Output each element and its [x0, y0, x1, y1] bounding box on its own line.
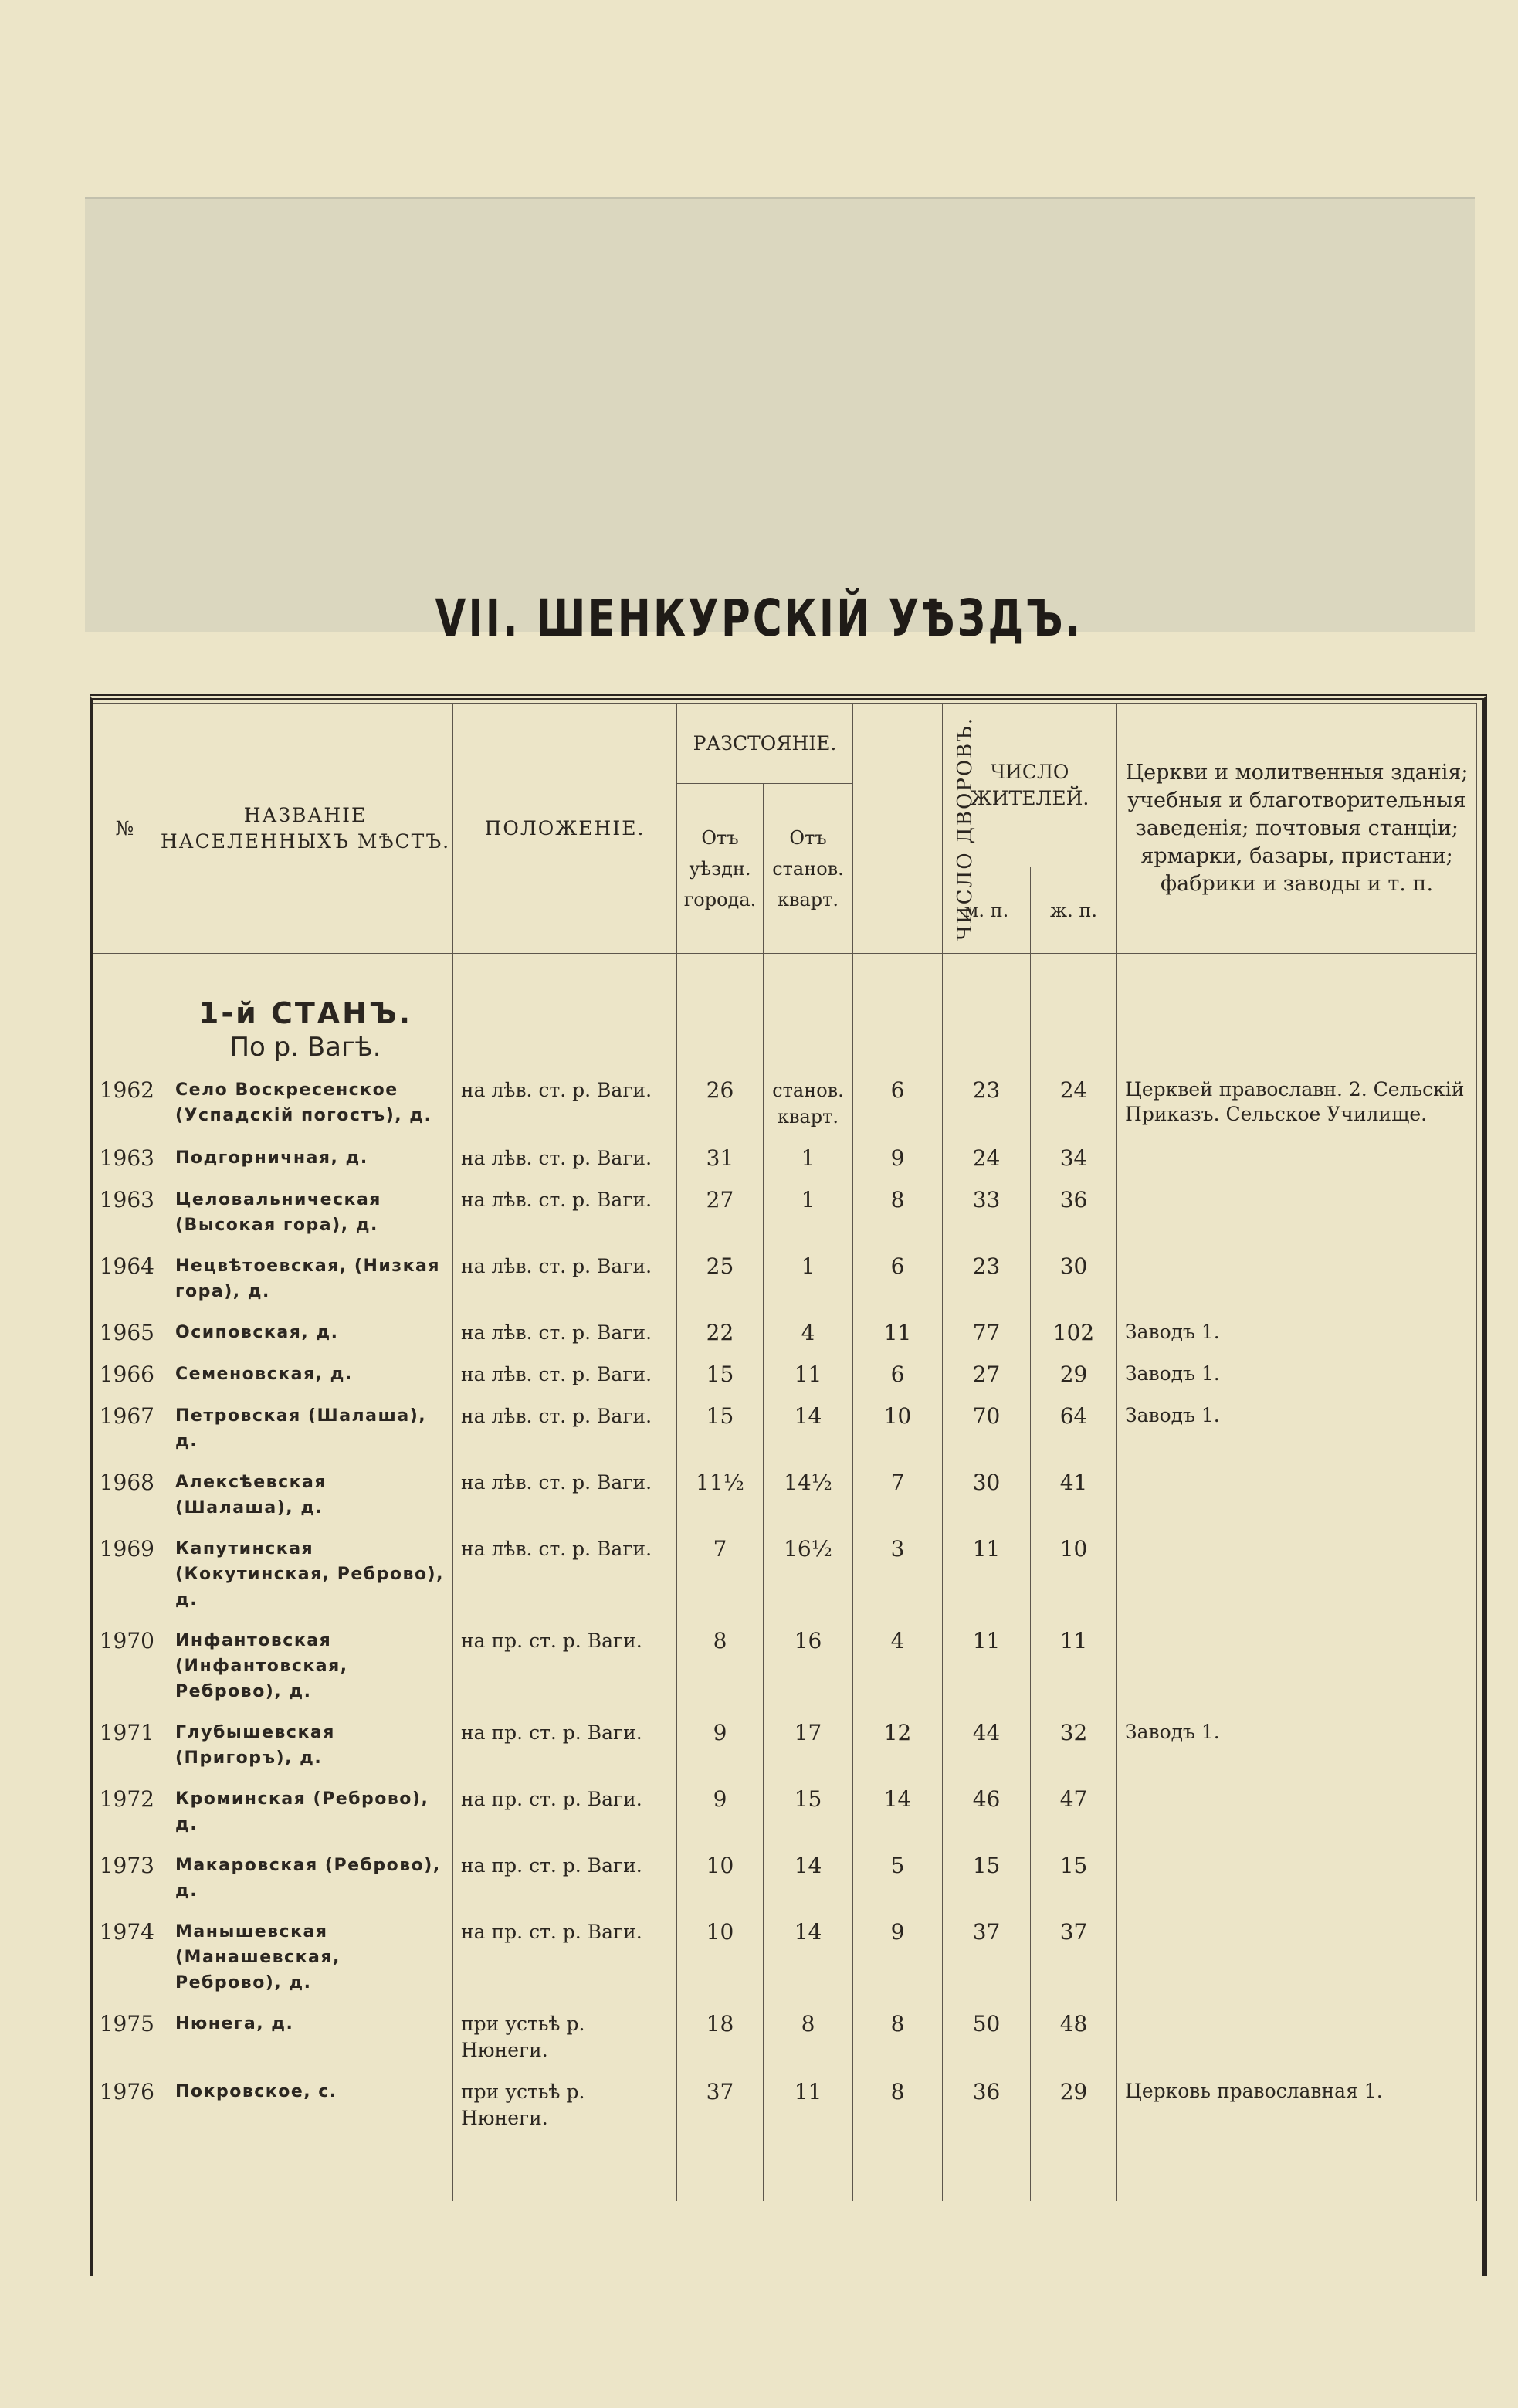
notes-cell	[1117, 1462, 1477, 1528]
place-position: при устьѣ р. Нюнеги.	[453, 2071, 677, 2139]
row-number: 1968	[93, 1462, 158, 1528]
notes-cell	[1117, 2003, 1477, 2071]
yards-count: 7	[853, 1462, 943, 1528]
row-number: 1965	[93, 1312, 158, 1354]
row-number: 1969	[93, 1528, 158, 1620]
distance-from-stan: 11	[764, 2071, 853, 2139]
notes-cell: Церковь православная 1.	[1117, 2071, 1477, 2139]
distance-from-town: 10	[677, 1911, 764, 2003]
female-count: 37	[1031, 1911, 1117, 2003]
distance-from-stan: 14	[764, 1911, 853, 2003]
female-count: 30	[1031, 1246, 1117, 1312]
section-heading-row	[93, 954, 1477, 1070]
male-count: 23	[943, 1246, 1031, 1312]
row-number: 1971	[93, 1712, 158, 1779]
table-row	[93, 1396, 1477, 1462]
distance-from-town: 11½	[677, 1462, 764, 1528]
female-count: 29	[1031, 2071, 1117, 2139]
place-name: Село Воскресенское (Успадскій погостъ), д.	[158, 1070, 453, 1138]
female-count: 29	[1031, 1354, 1117, 1396]
river-heading: По р. Вагѣ.	[229, 1032, 381, 1063]
female-count: 64	[1031, 1396, 1117, 1462]
place-position: на лѣв. ст. р. Ваги.	[453, 1312, 677, 1354]
yards-count: 8	[853, 2003, 943, 2071]
female-count: 10	[1031, 1528, 1117, 1620]
female-count: 36	[1031, 1179, 1117, 1246]
yards-count: 14	[853, 1779, 943, 1845]
row-number: 1967	[93, 1396, 158, 1462]
notes-cell	[1117, 1179, 1477, 1246]
place-position: на лѣв. ст. р. Ваги.	[453, 1396, 677, 1462]
table-row	[93, 1070, 1477, 1138]
distance-from-stan: 1	[764, 1179, 853, 1246]
male-count: 11	[943, 1620, 1031, 1712]
distance-from-stan: 14½	[764, 1462, 853, 1528]
distance-from-town: 10	[677, 1845, 764, 1911]
female-count: 102	[1031, 1312, 1117, 1354]
row-number: 1973	[93, 1845, 158, 1911]
male-count: 23	[943, 1070, 1031, 1138]
page-title: VII. ШЕНКУРСКІЙ УѢЗДЪ.	[435, 588, 1083, 648]
header-yards	[853, 704, 978, 954]
notes-cell	[1117, 1246, 1477, 1312]
table-row	[93, 1312, 1477, 1354]
yards-count: 6	[853, 1070, 943, 1138]
yards-count: 11	[853, 1312, 943, 1354]
distance-from-stan: 17	[764, 1712, 853, 1779]
row-number: 1970	[93, 1620, 158, 1712]
place-name: Алексѣевская (Шалаша), д.	[158, 1462, 453, 1528]
place-position: на лѣв. ст. р. Ваги.	[453, 1462, 677, 1528]
header-notes: Церкви и молитвенныя зданія; учебныя и благотворительныя заведенія; почтовыя станціи; ярмарки, базары, пристани; фабрики и заводы и т. п.	[1117, 704, 1477, 954]
male-count: 24	[943, 1138, 1031, 1179]
notes-cell	[1117, 1138, 1477, 1179]
place-name: Осиповская, д.	[158, 1312, 453, 1354]
place-name: Петровская (Шалаша), д.	[158, 1396, 453, 1462]
male-count: 11	[943, 1528, 1031, 1620]
distance-from-stan: 1	[764, 1138, 853, 1179]
notes-cell	[1117, 1779, 1477, 1845]
row-number: 1963	[93, 1138, 158, 1179]
yards-count: 8	[853, 2071, 943, 2139]
distance-from-town: 37	[677, 2071, 764, 2139]
female-count: 11	[1031, 1620, 1117, 1712]
row-number: 1966	[93, 1354, 158, 1396]
place-name: Кроминская (Реброво), д.	[158, 1779, 453, 1845]
notes-cell	[1117, 1911, 1477, 2003]
yards-count: 6	[853, 1246, 943, 1312]
place-name: Целовальническая (Высокая гора), д.	[158, 1179, 453, 1246]
place-position: на пр. ст. р. Ваги.	[453, 1911, 677, 2003]
distance-from-stan: 14	[764, 1396, 853, 1462]
row-number: 1963	[93, 1179, 158, 1246]
notes-cell: Заводъ 1.	[1117, 1396, 1477, 1462]
header-yards-label: ЧИСЛО ДВОРОВЪ.	[954, 716, 978, 941]
distance-from-town: 8	[677, 1620, 764, 1712]
female-count: 34	[1031, 1138, 1117, 1179]
table-row	[93, 1911, 1477, 2003]
place-position: при устьѣ р. Нюнеги.	[453, 2003, 677, 2071]
yards-count: 4	[853, 1620, 943, 1712]
notes-cell	[1117, 1845, 1477, 1911]
place-position: на лѣв. ст. р. Ваги.	[453, 1138, 677, 1179]
male-count: 36	[943, 2071, 1031, 2139]
male-count: 33	[943, 1179, 1031, 1246]
row-number: 1972	[93, 1779, 158, 1845]
distance-from-town: 22	[677, 1312, 764, 1354]
place-position: на лѣв. ст. р. Ваги.	[453, 1246, 677, 1312]
place-position: на пр. ст. р. Ваги.	[453, 1620, 677, 1712]
place-name: Покровское, с.	[158, 2071, 453, 2139]
notes-cell	[1117, 1528, 1477, 1620]
male-count: 30	[943, 1462, 1031, 1528]
female-count: 24	[1031, 1070, 1117, 1138]
header-no: №	[93, 704, 158, 954]
table-row	[93, 1779, 1477, 1845]
header-female: ж. п.	[1031, 867, 1117, 954]
yards-count: 10	[853, 1396, 943, 1462]
distance-from-town: 18	[677, 2003, 764, 2071]
place-position: на лѣв. ст. р. Ваги.	[453, 1354, 677, 1396]
distance-from-stan: 11	[764, 1354, 853, 1396]
male-count: 77	[943, 1312, 1031, 1354]
male-count: 27	[943, 1354, 1031, 1396]
notes-cell	[1117, 1620, 1477, 1712]
header-male: м. п.	[943, 867, 1031, 954]
yards-count: 9	[853, 1911, 943, 2003]
table-row	[93, 1528, 1477, 1620]
header-name: НАЗВАНІЕ НАСЕЛЕННЫХЪ МѢСТЪ.	[158, 704, 453, 954]
row-number: 1975	[93, 2003, 158, 2071]
place-position: на лѣв. ст. р. Ваги.	[453, 1179, 677, 1246]
distance-from-stan: 15	[764, 1779, 853, 1845]
female-count: 47	[1031, 1779, 1117, 1845]
notes-cell: Заводъ 1.	[1117, 1712, 1477, 1779]
header-from-stan: Отъ станов. кварт.	[764, 784, 853, 954]
distance-from-stan: 1	[764, 1246, 853, 1312]
female-count: 41	[1031, 1462, 1117, 1528]
place-name: Семеновская, д.	[158, 1354, 453, 1396]
table-row	[93, 1712, 1477, 1779]
table-row	[93, 1138, 1477, 1179]
male-count: 70	[943, 1396, 1031, 1462]
male-count: 37	[943, 1911, 1031, 2003]
place-position: на пр. ст. р. Ваги.	[453, 1712, 677, 1779]
distance-from-town: 15	[677, 1354, 764, 1396]
settlements-table	[93, 703, 1477, 2201]
place-position: на лѣв. ст. р. Ваги.	[453, 1528, 677, 1620]
place-name: Макаровская (Реброво), д.	[158, 1845, 453, 1911]
yards-count: 3	[853, 1528, 943, 1620]
bleed-through-shadow	[85, 197, 1475, 632]
male-count: 50	[943, 2003, 1031, 2071]
notes-cell: Заводъ 1.	[1117, 1312, 1477, 1354]
table-row	[93, 1620, 1477, 1712]
place-position: на лѣв. ст. р. Ваги.	[453, 1070, 677, 1138]
row-number: 1962	[93, 1070, 158, 1138]
table-row	[93, 2003, 1477, 2071]
place-name: Инфантовская (Инфантовская, Реброво), д.	[158, 1620, 453, 1712]
distance-from-town: 31	[677, 1138, 764, 1179]
male-count: 46	[943, 1779, 1031, 1845]
distance-from-town: 15	[677, 1396, 764, 1462]
header-inhabitants: ЧИСЛО ЖИТЕЛЕЙ.	[943, 704, 1117, 867]
stan-heading: 1-й СТАНЪ.	[198, 996, 413, 1030]
table-row	[93, 1246, 1477, 1312]
distance-from-town: 26	[677, 1070, 764, 1138]
male-count: 44	[943, 1712, 1031, 1779]
distance-from-stan: 8	[764, 2003, 853, 2071]
distance-from-town: 7	[677, 1528, 764, 1620]
distance-from-stan: станов. кварт.	[764, 1070, 853, 1138]
header-position: ПОЛОЖЕНІЕ.	[453, 704, 677, 954]
row-number: 1976	[93, 2071, 158, 2139]
place-name: Нюнега, д.	[158, 2003, 453, 2071]
distance-from-town: 9	[677, 1779, 764, 1845]
distance-from-town: 25	[677, 1246, 764, 1312]
female-count: 48	[1031, 2003, 1117, 2071]
distance-from-stan: 16½	[764, 1528, 853, 1620]
distance-from-stan: 16	[764, 1620, 853, 1712]
row-number: 1974	[93, 1911, 158, 2003]
place-name: Капутинская (Кокутинская, Реброво), д.	[158, 1528, 453, 1620]
yards-count: 9	[853, 1138, 943, 1179]
header-from-town: Отъ уѣздн. города.	[677, 784, 764, 954]
yards-count: 8	[853, 1179, 943, 1246]
male-count: 15	[943, 1845, 1031, 1911]
place-position: на пр. ст. р. Ваги.	[453, 1779, 677, 1845]
yards-count: 6	[853, 1354, 943, 1396]
place-name: Подгорничная, д.	[158, 1138, 453, 1179]
place-position: на пр. ст. р. Ваги.	[453, 1845, 677, 1911]
header-distance: РАЗСТОЯНІЕ.	[677, 704, 853, 784]
distance-from-town: 27	[677, 1179, 764, 1246]
distance-from-stan: 4	[764, 1312, 853, 1354]
distance-from-stan: 14	[764, 1845, 853, 1911]
notes-cell: Церквей православн. 2. Сельскій Приказъ. Сельское Училище.	[1117, 1070, 1477, 1138]
yards-count: 12	[853, 1712, 943, 1779]
table-row	[93, 1845, 1477, 1911]
female-count: 15	[1031, 1845, 1117, 1911]
place-name: Манышевская (Манашевская, Реброво), д.	[158, 1911, 453, 2003]
female-count: 32	[1031, 1712, 1117, 1779]
table-filler-row	[93, 2139, 1477, 2201]
table-row	[93, 1354, 1477, 1396]
distance-from-town: 9	[677, 1712, 764, 1779]
table-row	[93, 2071, 1477, 2139]
table-row	[93, 1462, 1477, 1528]
notes-cell: Заводъ 1.	[1117, 1354, 1477, 1396]
place-name: Нецвѣтоевская, (Низкая гора), д.	[158, 1246, 453, 1312]
row-number: 1964	[93, 1246, 158, 1312]
yards-count: 5	[853, 1845, 943, 1911]
table-row	[93, 1179, 1477, 1246]
place-name: Глубышевская (Пригоръ), д.	[158, 1712, 453, 1779]
